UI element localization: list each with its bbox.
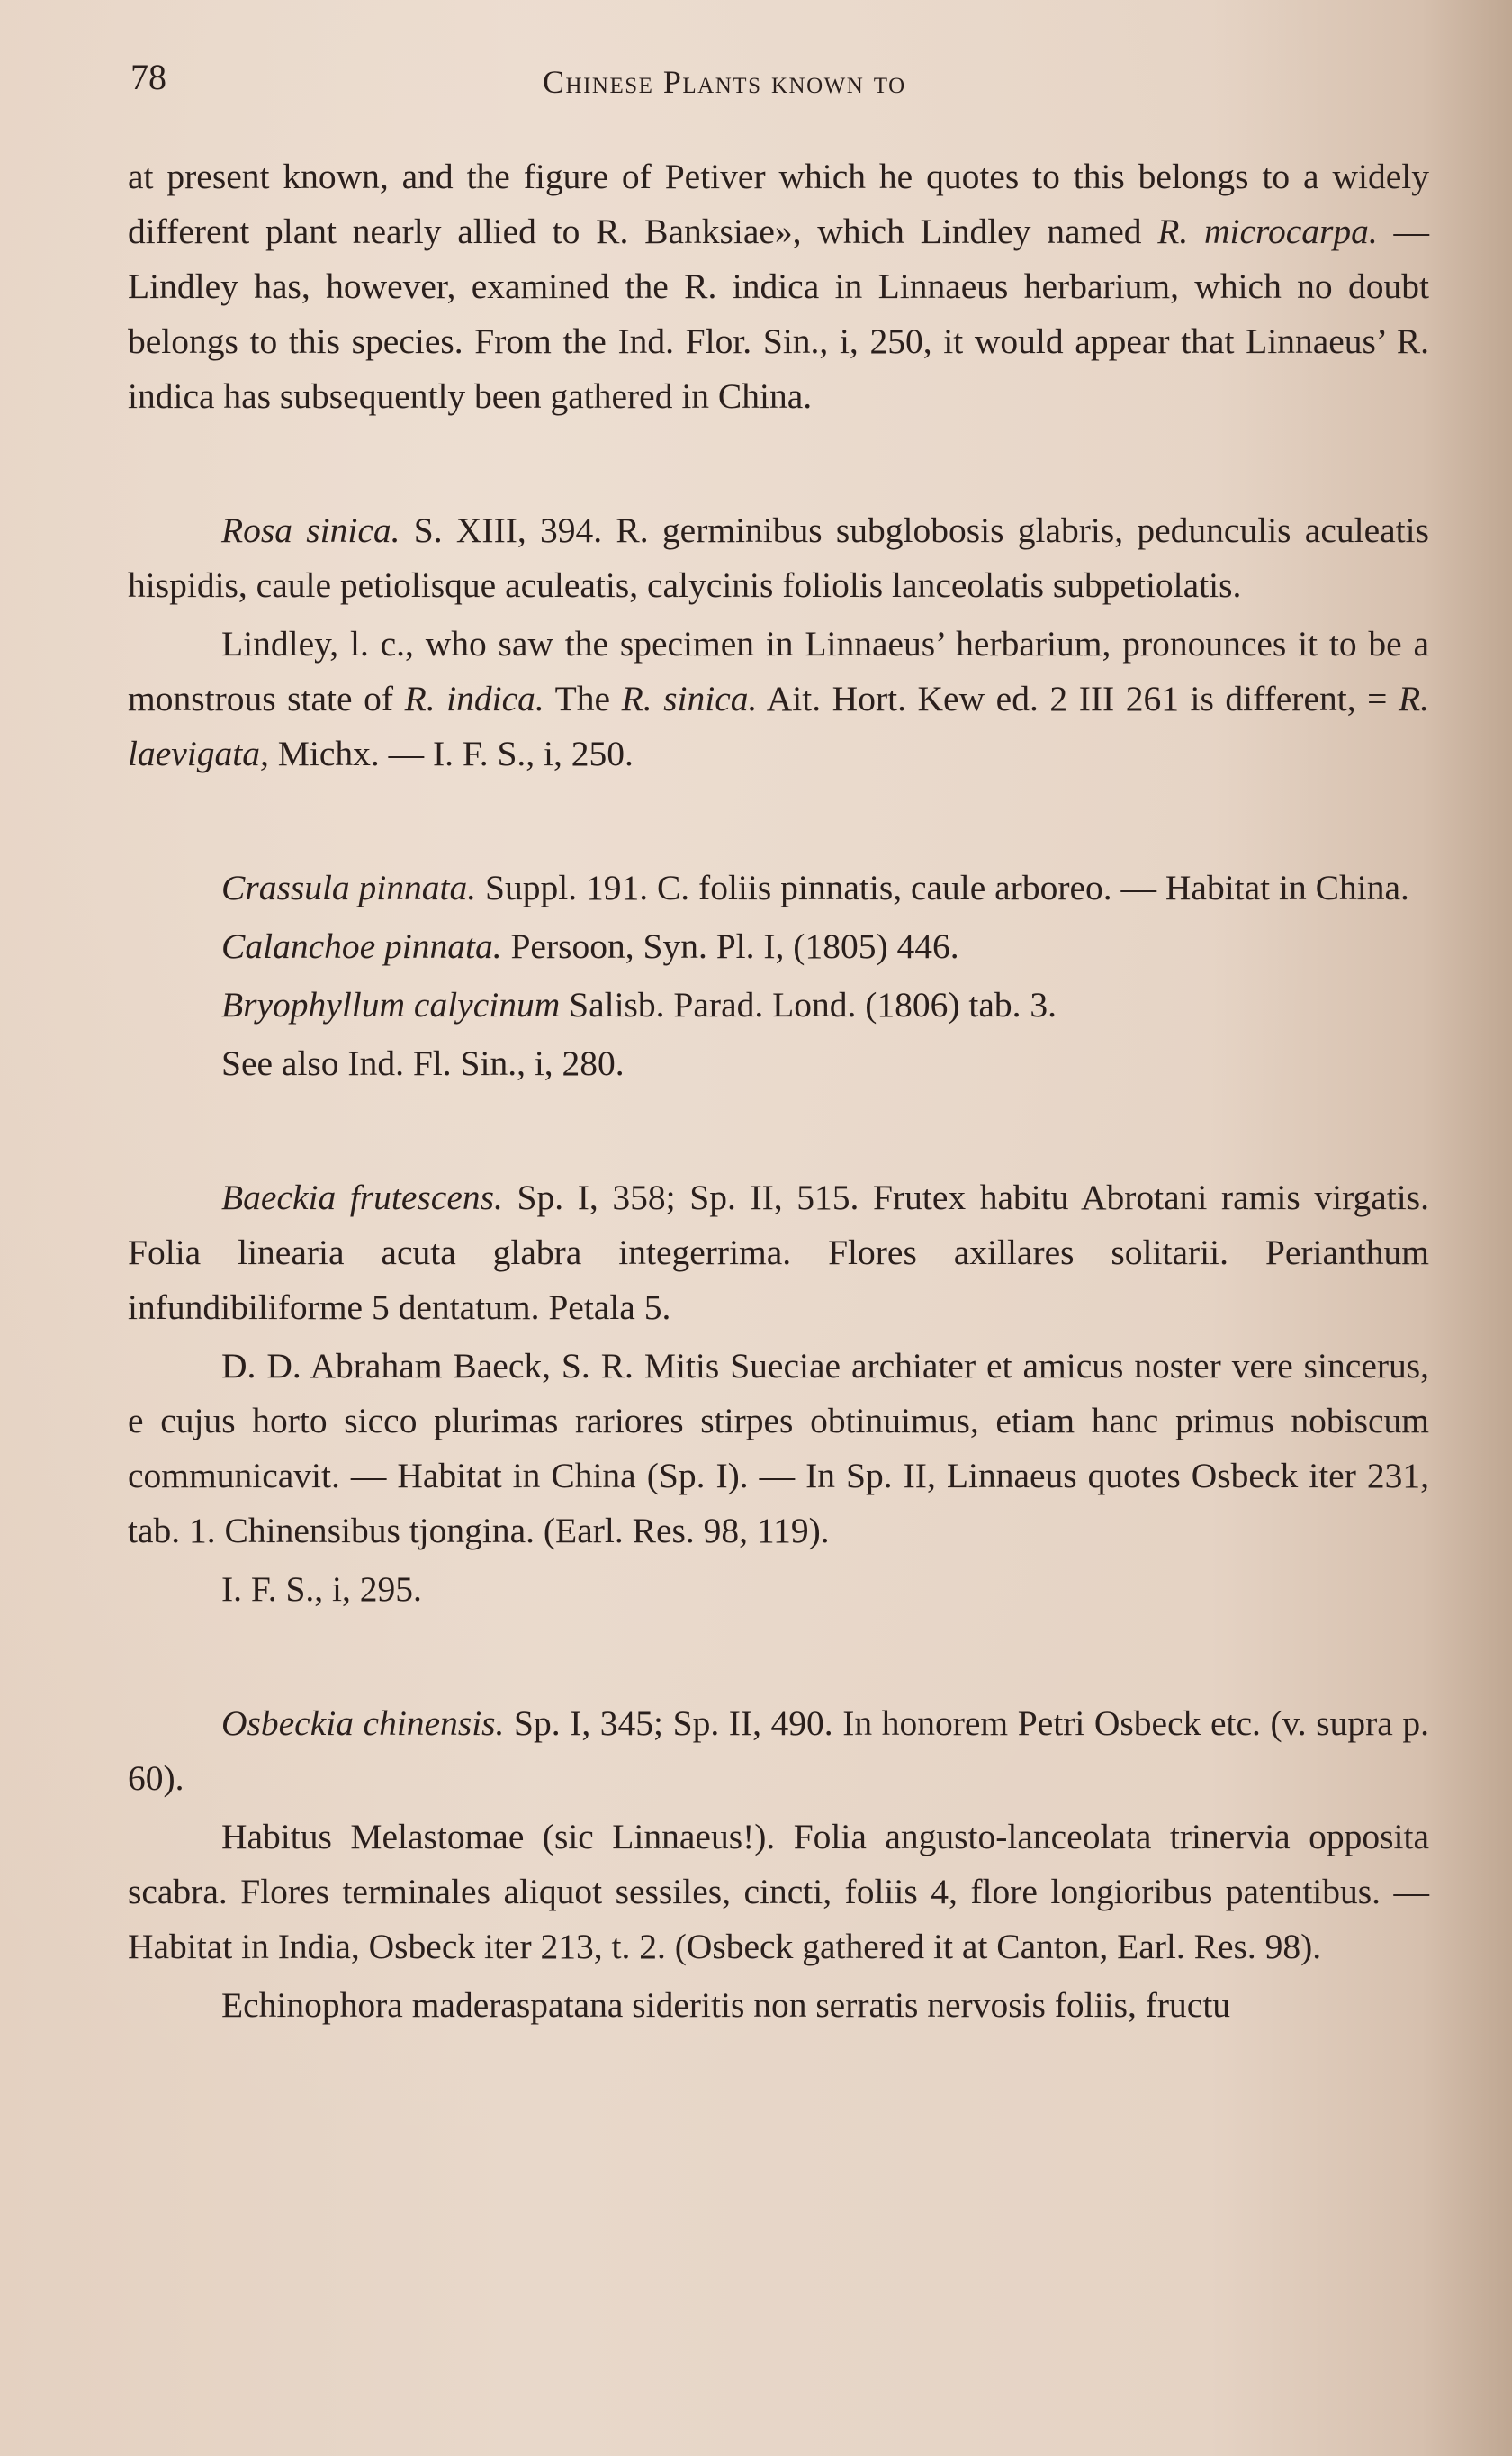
paragraph-rosa-indica-conclusion (128, 149, 1429, 424)
species-name: Bryophyllum calycinum (221, 985, 561, 1025)
text-run: Sp. I, 345; Sp. II, 490. In honorem Petri Osbeck etc. (v. supra p. 60). (128, 1703, 1429, 1798)
text-run: — Lindley has, however, examined the R. indica in Linnaeus herbarium, which no doubt belongs to this species. From the Ind. Flor. Sin., i, 250, it would appear that Linnaeus’ R. indica has subsequently been gathered in China. (128, 212, 1429, 416)
page-body (128, 149, 1429, 2033)
species-name: Baeckia frutescens. (221, 1178, 503, 1217)
text-run: Lindley, l. c., who saw the specimen in Linnaeus’ herbarium, pronounces it to be a monstrous state of (128, 624, 1429, 718)
species-name: R. sinica. (621, 679, 758, 718)
species-name: R. laevigata, (128, 679, 1429, 773)
page-number: 78 (130, 57, 166, 97)
species-name: Osbeckia chinensis. (221, 1703, 505, 1743)
note-baeck: D. D. Abraham Baeck, S. R. Mitis Sueciae archiater et amicus noster vere sincerus, e cujus horto sicco plurimas rariores stirpes obtinuimus, etiam hanc primus nobiscum communicavit. — Habitat in China (Sp. I). — In Sp. II, Linnaeus quotes Osbeck iter 231, tab. 1. Chinensibus tjongina. (Earl. Res. 98, 119). (128, 1346, 1429, 1550)
page-header (130, 56, 1436, 110)
species-name: R. indica. (404, 679, 544, 718)
synonym-bryophyllum (128, 978, 1429, 1033)
text-run: Salisb. Parad. Lond. (1806) tab. 3. (560, 985, 1058, 1025)
synonym-calanchoe (128, 919, 1429, 974)
note-habitus: Habitus Melastomae (sic Linnaeus!). Folia angusto-lanceolata trinervia opposita scabra. Flores terminales aliquot sessiles, cincti, foliis 4, flore longioribus patentibus. — Habitat in India, Osbeck iter 213, t. 2. (Osbeck gathered it at Canton, Earl. Res. 98). (128, 1817, 1429, 1966)
entry-crassula-pinnata (128, 861, 1429, 916)
text-run: Persoon, Syn. Pl. I, (1805) 446. (501, 926, 959, 966)
species-name: Calanchoe pinnata. (221, 926, 502, 966)
entry-osbeckia-chinensis (128, 1696, 1429, 1806)
entry-baeckia-frutescens (128, 1170, 1429, 1335)
text-run: at present known, and the figure of Petiver which he quotes to this belongs to a widely different plant nearly allied to R. Banksiae», which Lindley named (128, 157, 1429, 251)
species-name: Crassula pinnata. (221, 868, 477, 907)
text-run: Michx. — I. F. S., i, 250. (268, 734, 634, 773)
text-run: The (544, 679, 622, 718)
entry-rosa-sinica (128, 503, 1429, 613)
running-head: Chinese Plants known to (543, 64, 906, 100)
text-run: Ait. Hort. Kew ed. 2 III 261 is different, = (757, 679, 1399, 718)
species-name: Rosa sinica. (221, 510, 400, 550)
note-rosa-sinica (128, 617, 1429, 781)
text-run: Sp. I, 358; Sp. II, 515. Frutex habitu Abrotani ramis virgatis. Folia linearia acuta glabra integerrima. Flores axillares solitarii. Perianthum infundibiliforme 5 dentatum. Petala 5. (128, 1178, 1429, 1327)
see-also-reference: See also Ind. Fl. Sin., i, 280. (221, 1043, 625, 1083)
note-echinophora: Echinophora maderaspatana sideritis non serratis nervosis foliis, fructu (221, 1985, 1231, 2025)
text-run: S. XIII, 394. R. germinibus subglobosis glabris, pedunculis aculeatis hispidis, caule petiolisque aculeatis, calycinis foliolis lanceolatis subpetiolatis. (128, 510, 1429, 605)
text-run: Suppl. 191. C. foliis pinnatis, caule arboreo. — Habitat in China. (476, 868, 1409, 907)
species-name: R. microcarpa. (1157, 212, 1378, 251)
reference-ifs: I. F. S., i, 295. (221, 1569, 422, 1609)
